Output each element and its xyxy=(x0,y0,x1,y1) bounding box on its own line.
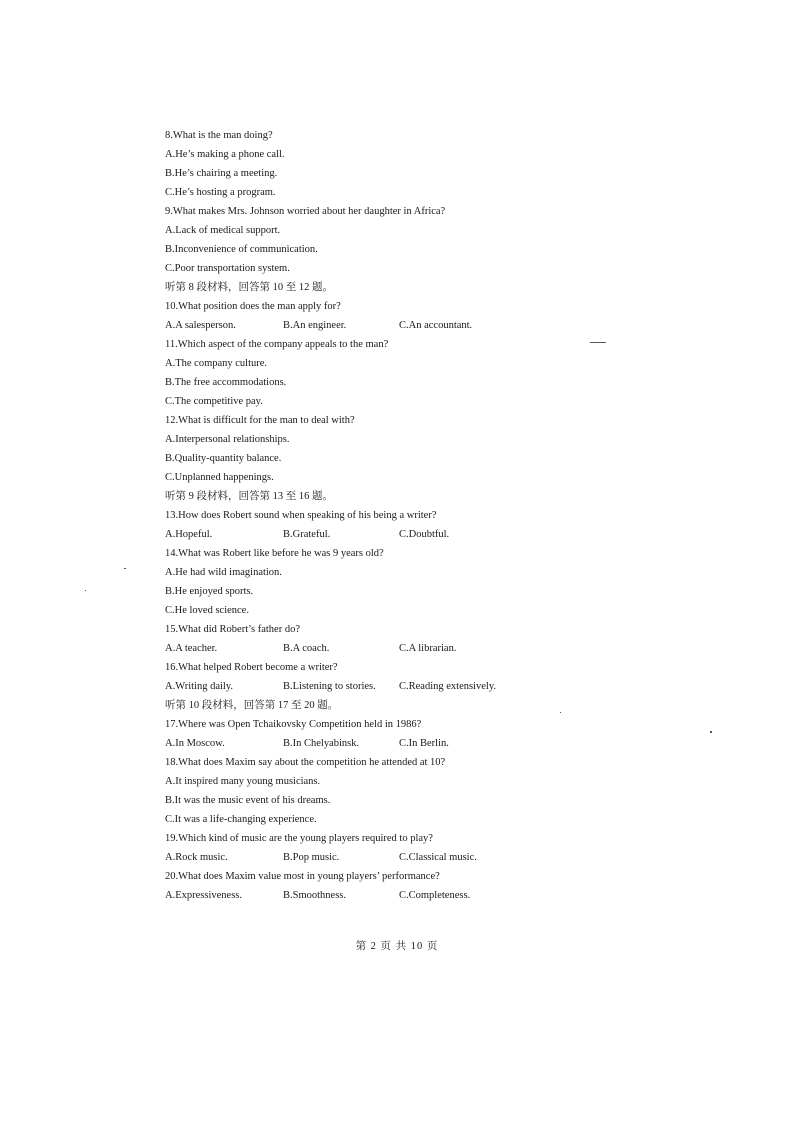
answer-option: A.He had wild imagination. xyxy=(165,567,282,578)
question-text: 14.What was Robert like before he was 9 years old? xyxy=(165,548,384,559)
answer-option: B.In Chelyabinsk. xyxy=(283,738,360,749)
answer-option: A.Writing daily. xyxy=(165,681,234,692)
answer-option: C.He’s hosting a program. xyxy=(165,187,276,198)
answer-option: B.Quality-quantity balance. xyxy=(165,453,282,464)
answer-option: A.It inspired many young musicians. xyxy=(165,776,321,787)
answer-option: C.Unplanned happenings. xyxy=(165,472,274,483)
question-text: 20.What does Maxim value most in young players’ performance? xyxy=(165,871,440,882)
answer-option: B.He’s chairing a meeting. xyxy=(165,168,278,179)
answer-option: C.An accountant. xyxy=(399,320,473,331)
answer-option: C.Reading extensively. xyxy=(399,681,497,692)
page-number: 第 2 页 共 10 页 xyxy=(355,941,439,952)
scan-speck xyxy=(560,712,561,713)
answer-option: B.Grateful. xyxy=(283,529,331,540)
section-instruction: 听第 10 段材料，回答第 17 至 20 题。 xyxy=(165,700,339,711)
answer-option: C.Completeness. xyxy=(399,890,471,901)
options-row xyxy=(165,525,725,544)
answer-option: C.He loved science. xyxy=(165,605,249,616)
exam-content xyxy=(165,126,725,905)
answer-option: C.A librarian. xyxy=(399,643,457,654)
options-row xyxy=(165,734,725,753)
options-row xyxy=(165,886,725,905)
scan-speck xyxy=(85,590,86,591)
answer-option: B.Inconvenience of communication. xyxy=(165,244,318,255)
scan-speck xyxy=(124,568,126,569)
answer-option: C.It was a life-changing experience. xyxy=(165,814,317,825)
question-text: 19.Which kind of music are the young players required to play? xyxy=(165,833,433,844)
options-row xyxy=(165,639,725,658)
answer-option: C.In Berlin. xyxy=(399,738,449,749)
options-row xyxy=(165,848,725,867)
question-text: 18.What does Maxim say about the competition he attended at 10? xyxy=(165,757,446,768)
answer-option: C.The competitive pay. xyxy=(165,396,263,407)
answer-option: C.Poor transportation system. xyxy=(165,263,290,274)
answer-option: A.The company culture. xyxy=(165,358,268,369)
question-text: 13.How does Robert sound when speaking of his being a writer? xyxy=(165,510,437,521)
question-text: 17.Where was Open Tchaikovsky Competition held in 1986? xyxy=(165,719,422,730)
answer-option: A.He’s making a phone call. xyxy=(165,149,285,160)
section-instruction: 听第 9 段材料，回答第 13 至 16 题。 xyxy=(165,491,333,502)
answer-option: B.A coach. xyxy=(283,643,330,654)
answer-option: C.Doubtful. xyxy=(399,529,450,540)
scan-mark xyxy=(590,342,606,343)
answer-option: B.Listening to stories. xyxy=(283,681,376,692)
section-instruction: 听第 8 段材料，回答第 10 至 12 题。 xyxy=(165,282,333,293)
question-text: 10.What position does the man apply for? xyxy=(165,301,341,312)
question-text: 15.What did Robert’s father do? xyxy=(165,624,301,635)
answer-option: A.A salesperson. xyxy=(165,320,236,331)
answer-option: C.Classical music. xyxy=(399,852,477,863)
answer-option: A.Expressiveness. xyxy=(165,890,242,901)
answer-option: B.Pop music. xyxy=(283,852,340,863)
scan-speck xyxy=(710,731,712,733)
answer-option: B.It was the music event of his dreams. xyxy=(165,795,331,806)
question-text: 12.What is difficult for the man to deal with? xyxy=(165,415,355,426)
options-row xyxy=(165,316,725,335)
answer-option: B.Smoothness. xyxy=(283,890,347,901)
answer-option: A.Lack of medical support. xyxy=(165,225,281,236)
answer-option: A.A teacher. xyxy=(165,643,218,654)
question-text: 9.What makes Mrs. Johnson worried about her daughter in Africa? xyxy=(165,206,446,217)
question-text: 8.What is the man doing? xyxy=(165,130,273,141)
answer-option: A.Interpersonal relationships. xyxy=(165,434,290,445)
answer-option: B.The free accommodations. xyxy=(165,377,287,388)
answer-option: A.In Moscow. xyxy=(165,738,225,749)
options-row xyxy=(165,677,725,696)
question-text: 16.What helped Robert become a writer? xyxy=(165,662,338,673)
answer-option: A.Hopeful. xyxy=(165,529,213,540)
answer-option: B.He enjoyed sports. xyxy=(165,586,254,597)
answer-option: B.An engineer. xyxy=(283,320,347,331)
answer-option: A.Rock music. xyxy=(165,852,228,863)
question-text: 11.Which aspect of the company appeals to the man? xyxy=(165,339,389,350)
